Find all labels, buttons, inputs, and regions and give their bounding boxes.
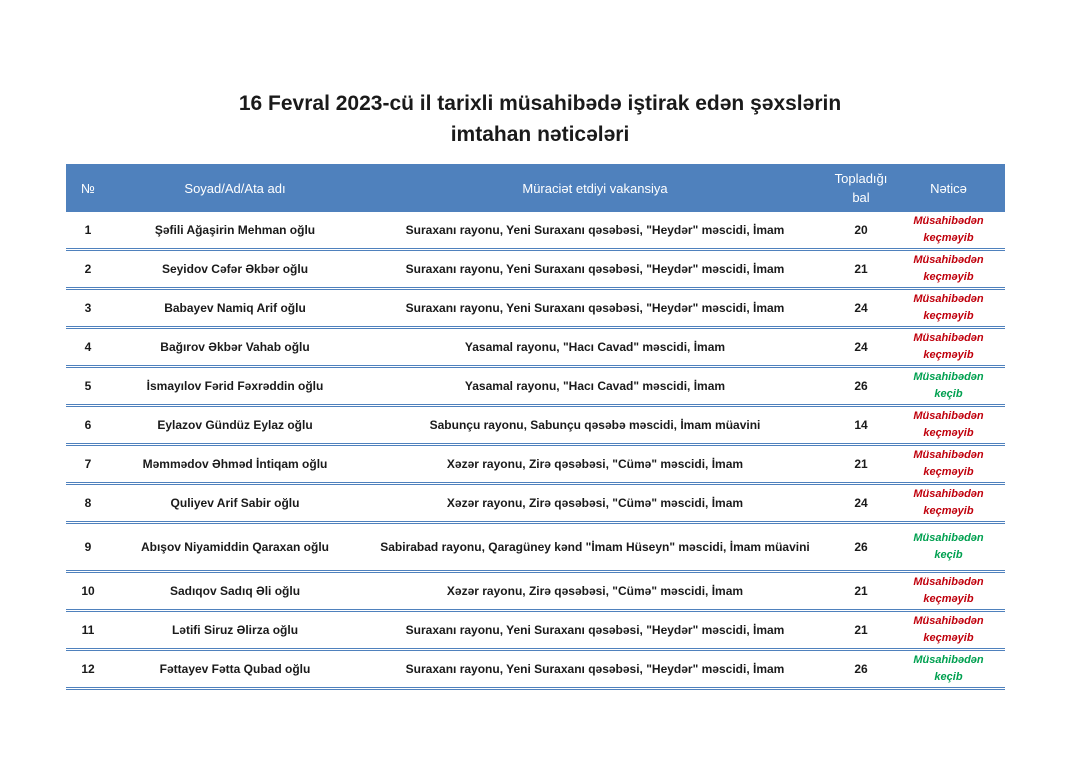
title-line-1: 16 Fevral 2023-cü il tarixli müsahibədə iştirak edən şəxslərin bbox=[238, 92, 842, 115]
table-row bbox=[66, 368, 1005, 407]
row-result-line-1: Müsahibədən bbox=[913, 615, 984, 627]
row-score: 21 bbox=[854, 262, 868, 276]
row-number: 3 bbox=[84, 301, 92, 315]
row-result-line-1: Müsahibədən bbox=[913, 410, 984, 422]
row-score: 26 bbox=[854, 662, 868, 676]
row-result-line-2: keçib bbox=[934, 671, 963, 683]
row-name: Seyidov Cəfər Əkbər oğlu bbox=[161, 262, 309, 276]
row-vacancy: Suraxanı rayonu, Yeni Suraxanı qəsəbəsi, "Heydər" məscidi, İmam bbox=[405, 223, 785, 237]
header-name: Soyad/Ad/Ata adı bbox=[184, 180, 286, 196]
row-name: Lətifi Siruz Əlirza oğlu bbox=[171, 623, 299, 637]
row-result-line-1: Müsahibədən bbox=[913, 371, 984, 383]
row-vacancy: Sabunçu rayonu, Sabunçu qəsəbə məscidi, İmam müavini bbox=[429, 418, 761, 432]
row-score: 20 bbox=[854, 223, 868, 237]
row-name: Eylazov Gündüz Eylaz oğlu bbox=[157, 418, 313, 432]
table-row bbox=[66, 329, 1005, 368]
row-result bbox=[892, 447, 1005, 481]
row-result-line-1: Müsahibədən bbox=[913, 654, 984, 666]
row-result-line-2: keçməyib bbox=[923, 593, 974, 605]
row-result bbox=[892, 369, 1005, 403]
row-vacancy: Suraxanı rayonu, Yeni Suraxanı qəsəbəsi, "Heydər" məscidi, İmam bbox=[405, 262, 785, 276]
row-result-line-1: Müsahibədən bbox=[913, 215, 984, 227]
row-vacancy: Xəzər rayonu, Zirə qəsəbəsi, "Cümə" məscidi, İmam bbox=[446, 457, 744, 471]
row-number: 9 bbox=[84, 540, 92, 554]
row-result-line-2: keçməyib bbox=[923, 632, 974, 644]
row-result-line-1: Müsahibədən bbox=[913, 576, 984, 588]
header-score bbox=[830, 169, 892, 207]
row-result bbox=[892, 252, 1005, 286]
row-result-line-1: Müsahibədən bbox=[913, 488, 984, 500]
row-number: 4 bbox=[84, 340, 92, 354]
row-result-line-2: keçməyib bbox=[923, 427, 974, 439]
row-result bbox=[892, 652, 1005, 686]
row-number: 7 bbox=[84, 457, 92, 471]
row-vacancy: Xəzər rayonu, Zirə qəsəbəsi, "Cümə" məscidi, İmam bbox=[446, 496, 744, 510]
row-result bbox=[892, 330, 1005, 364]
header-no: № bbox=[81, 180, 95, 196]
row-result-line-2: keçməyib bbox=[923, 232, 974, 244]
row-number: 11 bbox=[81, 623, 95, 637]
row-score: 24 bbox=[854, 340, 868, 354]
row-result-line-1: Müsahibədən bbox=[913, 254, 984, 266]
row-number: 12 bbox=[81, 662, 95, 676]
row-vacancy: Xəzər rayonu, Zirə qəsəbəsi, "Cümə" məscidi, İmam bbox=[446, 584, 744, 598]
row-name: Şəfili Ağaşirin Mehman oğlu bbox=[154, 223, 316, 237]
row-result bbox=[892, 613, 1005, 647]
table-row bbox=[66, 407, 1005, 446]
row-result-line-2: keçməyib bbox=[923, 466, 974, 478]
row-result-line-1: Müsahibədən bbox=[913, 293, 984, 305]
row-score: 26 bbox=[854, 379, 868, 393]
row-name: Fəttayev Fətta Qubad oğlu bbox=[159, 662, 311, 676]
row-score: 21 bbox=[854, 457, 868, 471]
row-result bbox=[892, 408, 1005, 442]
row-score: 14 bbox=[854, 418, 868, 432]
row-result bbox=[892, 291, 1005, 325]
row-result-line-2: keçib bbox=[934, 388, 963, 400]
row-score: 26 bbox=[854, 540, 868, 554]
table-body bbox=[66, 212, 1005, 690]
results-table bbox=[66, 164, 1005, 690]
table-row bbox=[66, 651, 1005, 690]
row-number: 2 bbox=[84, 262, 92, 276]
row-name: Məmmədov Əhməd İntiqam oğlu bbox=[142, 457, 328, 471]
table-row bbox=[66, 212, 1005, 251]
row-name: Quliyev Arif Sabir oğlu bbox=[170, 496, 300, 510]
header-score-line-1: Topladığı bbox=[834, 171, 888, 186]
row-result-line-2: keçməyib bbox=[923, 349, 974, 361]
row-result-line-1: Müsahibədən bbox=[913, 449, 984, 461]
row-number: 5 bbox=[84, 379, 92, 393]
row-score: 24 bbox=[854, 496, 868, 510]
row-vacancy: Suraxanı rayonu, Yeni Suraxanı qəsəbəsi, "Heydər" məscidi, İmam bbox=[405, 623, 785, 637]
row-number: 8 bbox=[84, 496, 92, 510]
header-vacancy: Müraciət etdiyi vakansiya bbox=[522, 180, 668, 196]
table-row bbox=[66, 612, 1005, 651]
row-number: 6 bbox=[84, 418, 92, 432]
table-header bbox=[66, 164, 1005, 212]
row-vacancy: Sabirabad rayonu, Qaragüney kənd "İmam Hüseyn" məscidi, İmam müavini bbox=[380, 540, 810, 554]
row-name: Bağırov Əkbər Vahab oğlu bbox=[160, 340, 310, 354]
row-result bbox=[892, 486, 1005, 520]
row-vacancy: Suraxanı rayonu, Yeni Suraxanı qəsəbəsi, "Heydər" məscidi, İmam bbox=[405, 662, 785, 676]
table-row bbox=[66, 290, 1005, 329]
page-title bbox=[0, 88, 1080, 150]
row-name: Babayev Namiq Arif oğlu bbox=[164, 301, 306, 315]
row-name: Abışov Niyamiddin Qaraxan oğlu bbox=[140, 540, 330, 554]
row-result bbox=[892, 213, 1005, 247]
table-row bbox=[66, 446, 1005, 485]
row-vacancy: Suraxanı rayonu, Yeni Suraxanı qəsəbəsi, "Heydər" məscidi, İmam bbox=[405, 301, 785, 315]
row-score: 24 bbox=[854, 301, 868, 315]
row-result bbox=[892, 574, 1005, 608]
row-number: 10 bbox=[81, 584, 95, 598]
row-vacancy: Yasamal rayonu, "Hacı Cavad" məscidi, İmam bbox=[464, 340, 726, 354]
row-result-line-2: keçməyib bbox=[923, 310, 974, 322]
row-vacancy: Yasamal rayonu, "Hacı Cavad" məscidi, İmam bbox=[464, 379, 726, 393]
row-result-line-2: keçməyib bbox=[923, 505, 974, 517]
table-row bbox=[66, 251, 1005, 290]
table-row bbox=[66, 524, 1005, 573]
title-line-2: imtahan nəticələri bbox=[450, 123, 630, 146]
row-score: 21 bbox=[854, 584, 868, 598]
row-name: Sadıqov Sadıq Əli oğlu bbox=[169, 584, 301, 598]
table-row bbox=[66, 485, 1005, 524]
row-result-line-2: keçməyib bbox=[923, 271, 974, 283]
row-result-line-1: Müsahibədən bbox=[913, 332, 984, 344]
header-result: Nəticə bbox=[930, 180, 967, 196]
row-result-line-2: keçib bbox=[934, 549, 963, 561]
row-number: 1 bbox=[84, 223, 92, 237]
row-score: 21 bbox=[854, 623, 868, 637]
header-score-line-2: bal bbox=[852, 190, 870, 205]
row-name: İsmayılov Fərid Fəxrəddin oğlu bbox=[146, 379, 324, 393]
row-result-line-1: Müsahibədən bbox=[913, 532, 984, 544]
row-result bbox=[892, 530, 1005, 564]
table-row bbox=[66, 573, 1005, 612]
